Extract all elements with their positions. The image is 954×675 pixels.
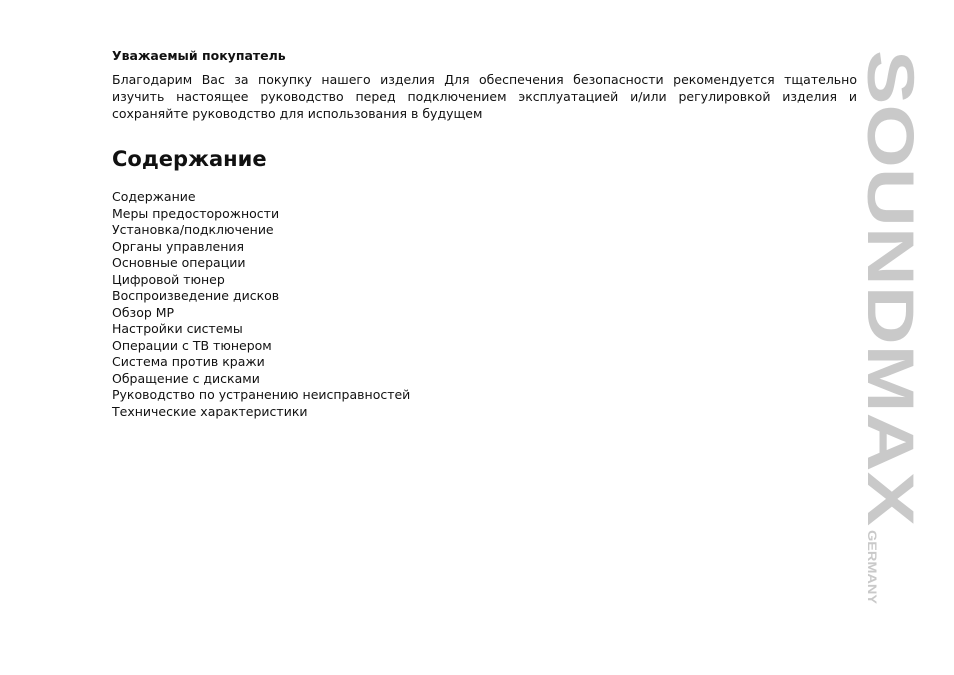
toc-item: Меры предосторожности [112,205,280,221]
toc-item: Цифровой тюнер [112,271,225,287]
brand-sub-text: GERMANY [865,530,879,592]
toc-item: Настройки системы [112,321,243,336]
toc-item: Воспроизведение дисков [112,288,280,303]
greeting-heading: Уважаемый покупатель [112,48,286,63]
toc-item: Основные операции [112,255,246,270]
brand-logo-text: SOUNDMAX [854,50,928,436]
toc-item: Обзор MP [112,304,175,320]
toc-item: Операции с ТВ тюнером [112,337,272,353]
intro-paragraph: Благодарим Вас за покупку нашего изделия Для обеспечения безопасности рекомендуется тщательно изучить настоящее руководство перед подключением эксплуатацией и/или регулировкой изделия и сохраняйте руководство для использования в будущем [112,72,857,121]
toc-item: Установка/подключение [112,222,274,237]
toc-item: Руководство по устранению неисправностей [112,387,411,402]
toc-item: Содержание [112,189,196,204]
toc-heading: Содержание [112,147,267,171]
toc-list [112,189,410,420]
toc-item: Обращение с дисками [112,370,260,386]
brand-logo [838,36,938,616]
toc-item: Система против кражи [112,354,265,369]
toc-item: Органы управления [112,238,245,254]
toc-item: Технические характеристики [112,403,308,419]
